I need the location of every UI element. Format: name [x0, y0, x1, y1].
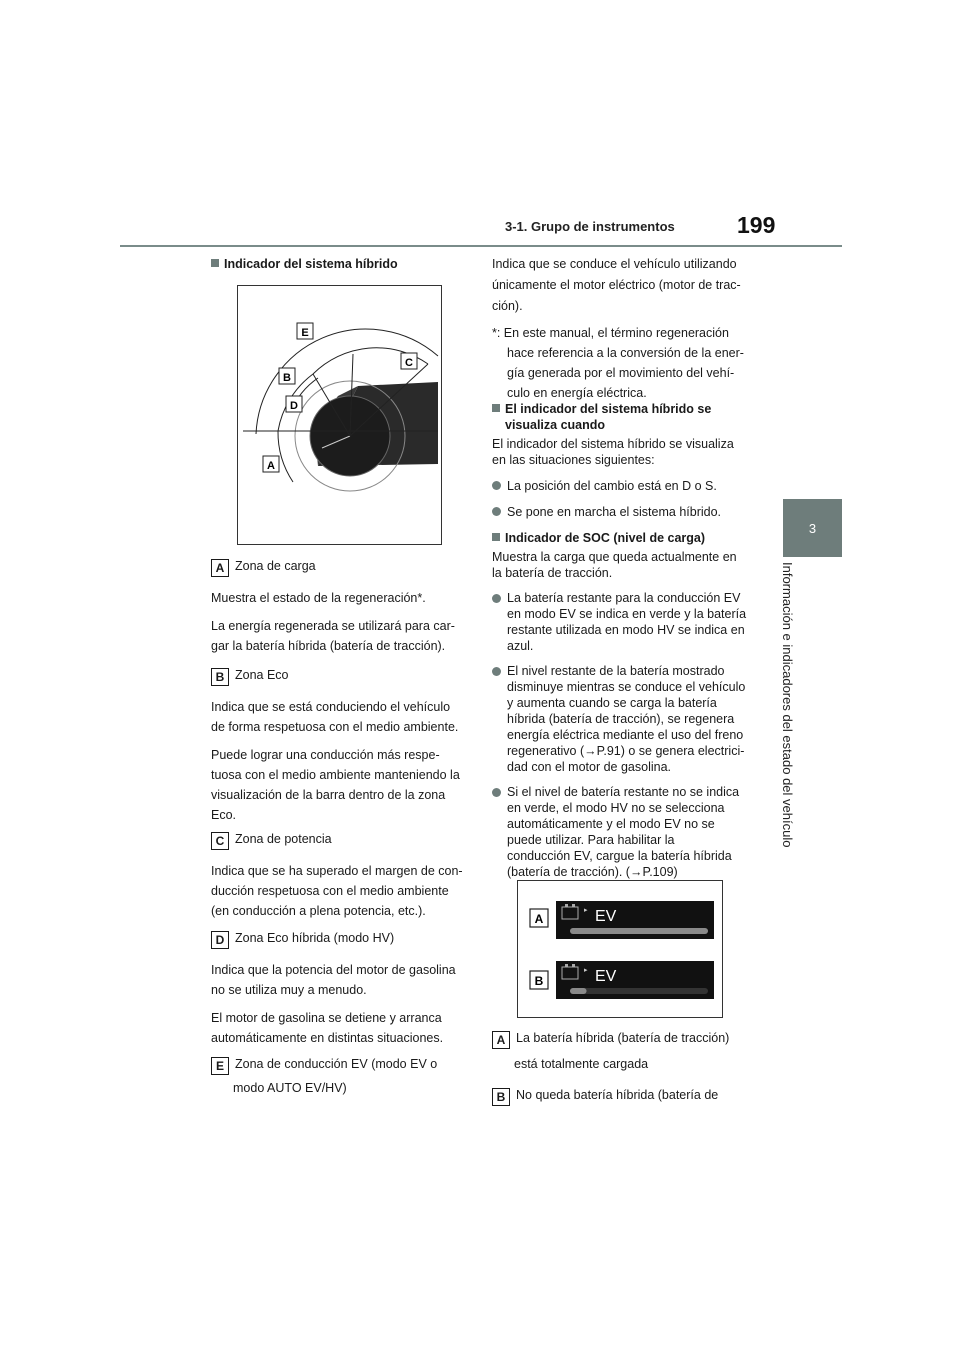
round-bullet-icon: [492, 481, 501, 490]
footnote-2: hace referencia a la conversión de la ener-: [507, 346, 744, 360]
chapter-title: [780, 562, 810, 882]
bullet2-3: Si el nivel de batería restante no se indica en verde, el modo HV no se selecciona automáticamente y el modo EV no se puede utilizar. Para habilitar la conducción EV, cargue la batería híbrida (batería de tracción). (→P.109): [492, 784, 757, 880]
soc-ev-a: EV: [595, 908, 617, 925]
bullet1-2: Se pone en marcha el sistema híbrido.: [507, 505, 722, 519]
figure-label-d: D: [290, 400, 298, 412]
figure-label-c: C: [405, 357, 413, 369]
round-bullet-icon: [492, 594, 501, 603]
round-bullet-icon: [492, 507, 501, 516]
item-c-text-1: Indica que se ha superado el margen de con-: [211, 864, 463, 878]
item-b-text-6: Eco.: [211, 808, 237, 822]
item-e-label-2: modo AUTO EV/HV): [233, 1081, 347, 1095]
item-d-text-1: Indica que la potencia del motor de gasolina: [211, 963, 456, 977]
item-b-label: Zona Eco: [235, 668, 289, 682]
item-c-text-2: ducción respetuosa con el medio ambiente: [211, 884, 449, 898]
svg-text:▸: ▸: [584, 967, 588, 974]
item-b-text-5: visualización de la barra dentro de la zona: [211, 788, 446, 802]
soc-item-b: [492, 1085, 757, 1106]
item-a-text-3: gar la batería híbrida (batería de tracción).: [211, 639, 446, 653]
tag-b: B: [211, 668, 229, 686]
item-c: [211, 829, 473, 921]
soc-item-a-1: La batería híbrida (batería de tracción): [516, 1031, 730, 1045]
item-d: [211, 928, 473, 1048]
bullet2-1: La batería restante para la conducción EV en modo EV se indica en verde y la batería restante utilizada en modo HV se indica en azul.: [492, 590, 757, 654]
intro-3: ción).: [492, 299, 523, 313]
display-conditions: [492, 401, 757, 880]
item-b-text-4: tuosa con el medio ambiente manteniendo la: [211, 768, 460, 782]
soc-item-b-1: No queda batería híbrida (batería de: [516, 1088, 719, 1102]
h2-text-1: El indicador del sistema híbrido se visualiza: [492, 437, 734, 451]
item-b-text-1: Indica que se está conduciendo el vehículo: [211, 700, 451, 714]
item-e-label: Zona de conducción EV (modo EV o: [235, 1057, 438, 1071]
item-d-label: Zona Eco híbrida (modo HV): [235, 931, 395, 945]
soc-label-a: A: [534, 912, 544, 926]
left-heading: [211, 254, 471, 274]
item-d-text-4: automáticamente en distintas situaciones.: [211, 1031, 444, 1045]
intro-1: Indica que se conduce el vehículo utilizando: [492, 257, 737, 271]
h3-text-1: Muestra la carga que queda actualmente en: [492, 550, 737, 564]
item-a-text-1: Muestra el estado de la regeneración*.: [211, 591, 426, 605]
item-d-text-3: El motor de gasolina se detiene y arranca: [211, 1011, 442, 1025]
item-d-text-2: no se utiliza muy a menudo.: [211, 983, 367, 997]
footnote-3: gía generada por el movimiento del vehí-: [507, 366, 735, 380]
figure-label-a: A: [267, 460, 275, 472]
item-e: [211, 1054, 473, 1098]
figure-label-e: E: [301, 327, 309, 339]
soc-level-bar-a: [570, 928, 708, 934]
soc-diagram: [518, 881, 722, 1017]
header-divider: [120, 245, 842, 247]
round-bullet-icon: [492, 667, 501, 676]
footnote-4: culo en energía eléctrica.: [507, 386, 647, 400]
bullet1-1: La posición del cambio está en D o S.: [507, 479, 717, 493]
soc-figure: [517, 880, 723, 1018]
hybrid-indicator-diagram: [238, 286, 441, 544]
item-b: [211, 665, 473, 825]
bullet2-2: El nivel restante de la batería mostrado disminuye mientras se conduce el vehículo y aumenta cuando se carga la batería híbrida (batería de tracción), se regenera energía eléctrica mediante el uso del freno regenerativo (→P.91) o se genera electrici- dad con el motor de gasolina.: [492, 663, 757, 775]
chapter-number: 3: [808, 520, 817, 536]
h2-text-2: en las situaciones siguientes:: [492, 453, 655, 467]
tag-a: A: [211, 559, 229, 577]
chapter-title-text: Información e indicadores del estado del vehículo: [780, 562, 795, 848]
chapter-tab[interactable]: [783, 499, 842, 557]
tag-e: E: [211, 1057, 229, 1075]
soc-item-a: [492, 1028, 757, 1074]
item-b-text-3: Puede lograr una conducción más respe-: [211, 748, 440, 762]
item-c-label: Zona de potencia: [235, 832, 332, 846]
round-bullet-icon: [492, 788, 501, 797]
h3-text-2: la batería de tracción.: [492, 566, 613, 580]
tag-d: D: [211, 931, 229, 949]
square-bullet-icon: [211, 259, 219, 267]
item-b-text-2: de forma respetuosa con el medio ambiente.: [211, 720, 459, 734]
right-column: [492, 254, 757, 403]
square-bullet-icon: [492, 404, 500, 412]
soc-ev-b: EV: [595, 968, 617, 985]
section-title: 3-1. Grupo de instrumentos: [505, 219, 675, 234]
page-number: 199: [737, 212, 776, 238]
hybrid-indicator-figure: [237, 285, 442, 545]
h2-line-2: visualiza cuando: [505, 418, 606, 432]
soc-label-b: B: [534, 974, 544, 988]
heading-text: Indicador del sistema híbrido: [224, 257, 398, 271]
soc-tag-a: A: [492, 1031, 510, 1049]
soc-tag-b: B: [492, 1088, 510, 1106]
tag-c: C: [211, 832, 229, 850]
figure-label-b: B: [283, 372, 291, 384]
item-c-text-3: (en conducción a plena potencia, etc.).: [211, 904, 426, 918]
soc-level-bar-b: [570, 988, 587, 994]
item-a: [211, 556, 473, 656]
svg-text:▸: ▸: [584, 907, 588, 914]
intro-2: únicamente el motor eléctrico (motor de trac-: [492, 278, 741, 292]
footnote-1: *: En este manual, el término regeneración: [492, 326, 729, 340]
h2-line-1: El indicador del sistema híbrido se: [505, 402, 712, 416]
item-a-label: Zona de carga: [235, 559, 316, 573]
square-bullet-icon: [492, 533, 500, 541]
h3: Indicador de SOC (nivel de carga): [505, 531, 706, 545]
soc-item-a-2: está totalmente cargada: [514, 1057, 649, 1071]
item-a-text-2: La energía regenerada se utilizará para car-: [211, 619, 455, 633]
